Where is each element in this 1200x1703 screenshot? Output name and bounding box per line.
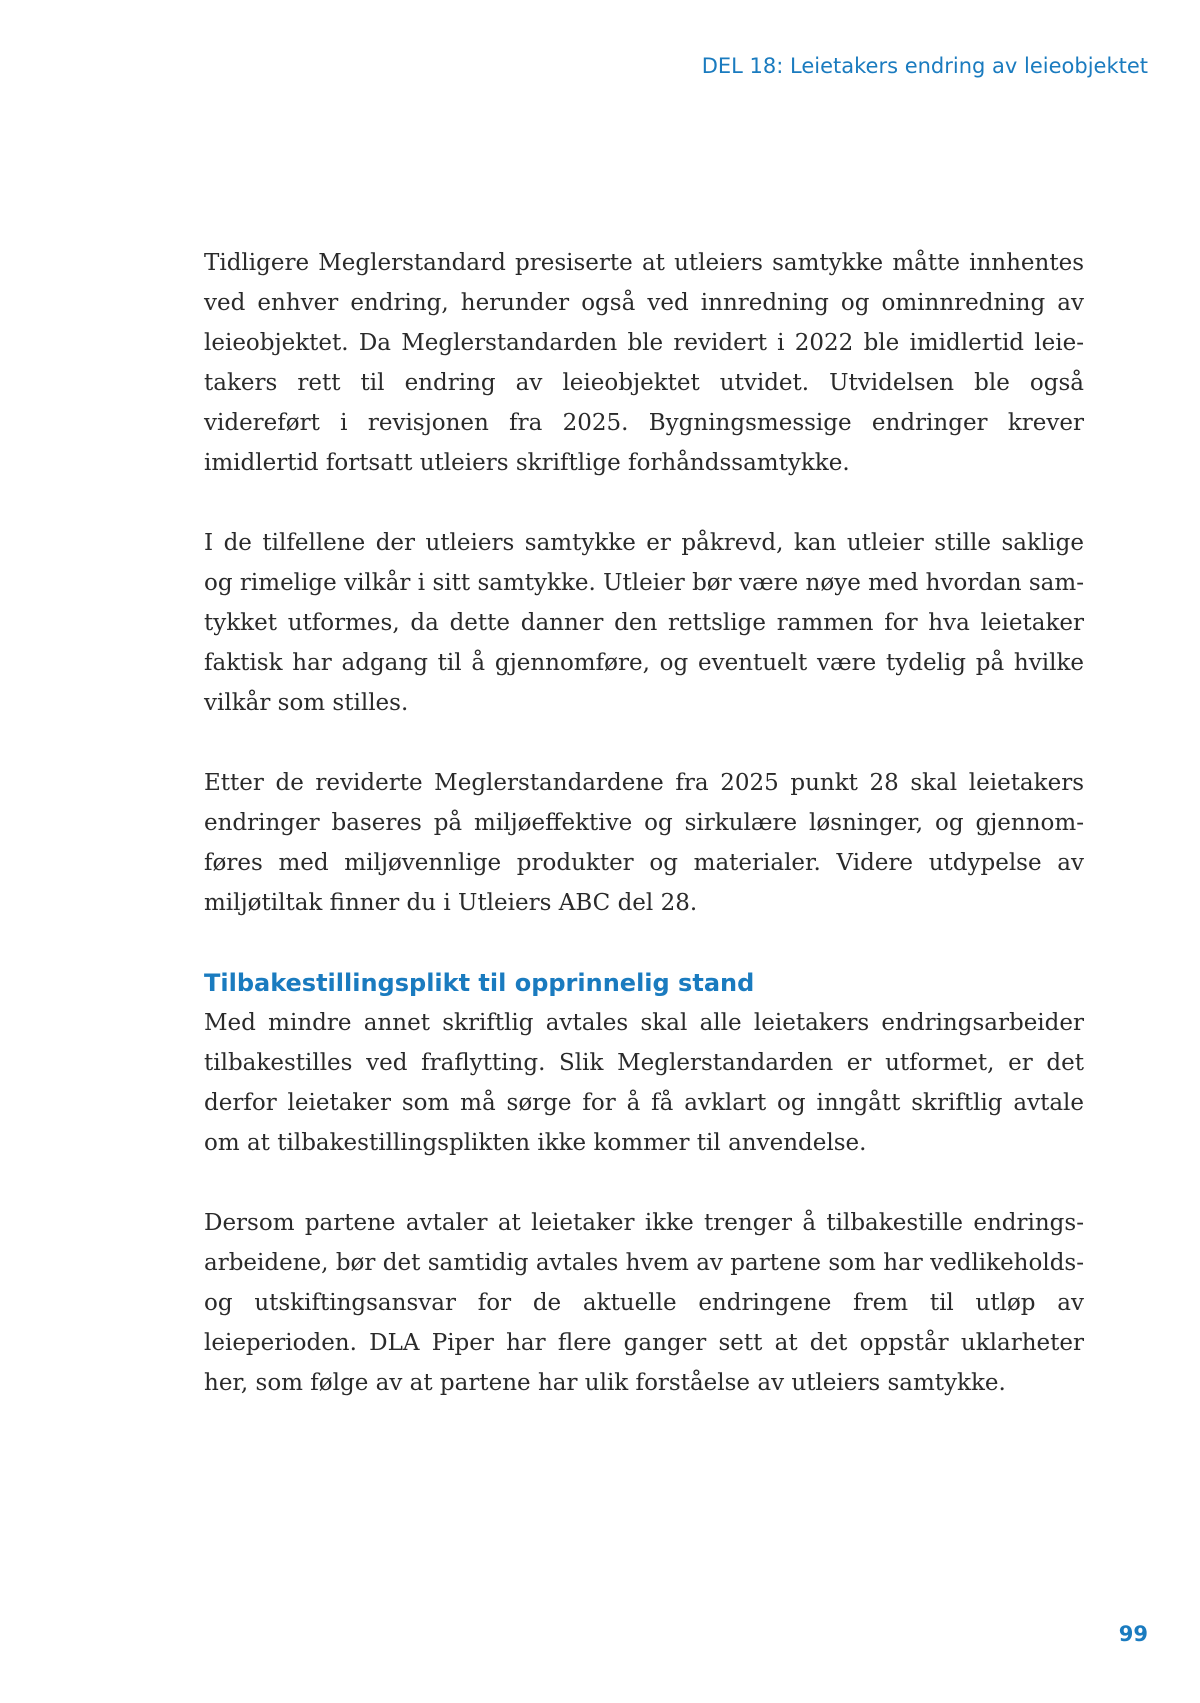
main-text <box>204 243 1084 1443</box>
paragraph: Etter de reviderte Meglerstandardene fra 2025 punkt 28 skal leietakers endringer baseres på miljøeffektive og sirkulære løsninger, og gjennomføres med miljøvennlige produkter og materialer. Videre utdypelse av miljøtiltak finner du i Utleiers ABC del 28. <box>204 770 1084 916</box>
running-header: DEL 18: Leietakers endring av leieobjektet <box>701 54 1148 78</box>
paragraph: I de tilfellene der utleiers samtykke er påkrevd, kan utleier stille saklige og rimelige vilkår i sitt samtykke. Utleier bør være nøye med hvordan samtykket utformes, da dette danner den rettslige rammen for hva leietaker faktisk har adgang til å gjennomføre, og eventuelt være tydelig på hvilke vilkår som stilles. <box>204 530 1084 716</box>
page-number: 99 <box>1118 1622 1148 1646</box>
paragraph: Med mindre annet skriftlig avtales skal alle leietakers endringsarbeider tilbakestilles ved fraflytting. Slik Meglerstandarden er utformet, er det derfor leietaker som må sørge for å få avklart og inngått skriftlig avtale om at tilbakestillingsplikten ikke kommer til anvendelse. <box>204 1010 1084 1156</box>
paragraph: Dersom partene avtaler at leietaker ikke trenger å tilbakestille endringsarbeidene, bør det samtidig avtales hvem av partene som har vedlikeholds- og utskiftingsansvar for de aktuelle endringene frem til utløp av leieperioden. DLA Piper har flere ganger sett at det oppstår uklarheter her, som følge av at partene har ulik forståelse av utleiers samtykke. <box>204 1210 1084 1396</box>
paragraph: Tidligere Meglerstandard presiserte at utleiers samtykke måtte innhentes ved enhver endring, herunder også ved innredning og ominnredning av leieobjektet. Da Meglerstandarden ble revidert i 2022 ble imidlertid leietakers rett til endring av leieobjektet utvidet. Utvidelsen ble også videreført i revisjonen fra 2025. Bygningsmessige endringer krever imidlertid fortsatt utleiers skriftlige forhåndssamtykke. <box>204 250 1084 476</box>
section-heading: Tilbakestillingsplikt til opprinnelig stand <box>204 969 755 997</box>
